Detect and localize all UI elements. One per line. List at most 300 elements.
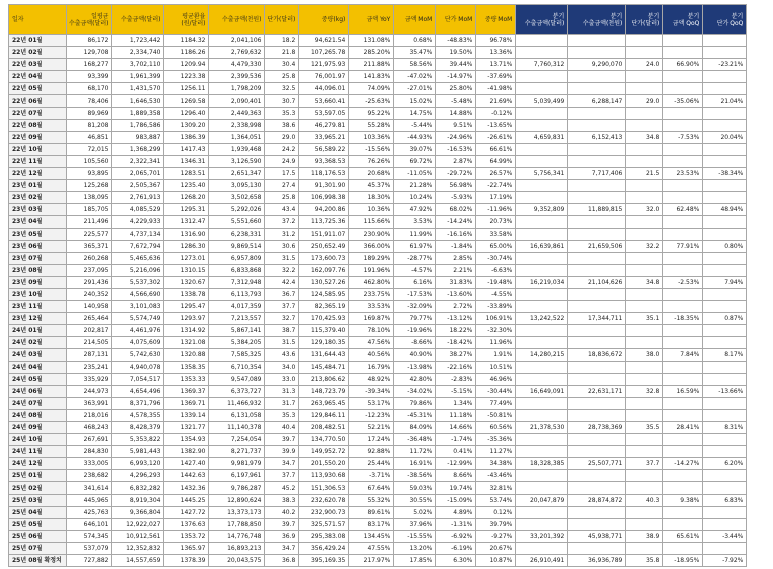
value-cell: -14.24%: [436, 216, 476, 228]
quarter-cell: [663, 180, 703, 192]
value-cell: 16.91%: [394, 458, 436, 470]
value-cell: 6,710,354: [209, 361, 265, 373]
value-cell: 202,817: [67, 325, 112, 337]
quarter-cell: [626, 143, 663, 155]
quarter-cell: 40.3: [626, 494, 663, 506]
table-row: [9, 83, 747, 95]
table-row: [9, 131, 747, 143]
quarter-cell: [663, 192, 703, 204]
value-cell: 646,101: [67, 518, 112, 530]
value-cell: 7,213,557: [209, 313, 265, 325]
table-row: [9, 143, 747, 155]
value-cell: 1427.72: [164, 506, 209, 518]
value-cell: -36.48%: [394, 434, 436, 446]
quarter-cell: [568, 446, 626, 458]
quarter-cell: [703, 216, 747, 228]
value-cell: 140,958: [67, 301, 112, 313]
value-cell: 9.51%: [436, 119, 476, 131]
table-row: [9, 107, 747, 119]
value-cell: 31.2: [265, 228, 299, 240]
value-cell: 94,200.86: [299, 204, 349, 216]
value-cell: 1286.30: [164, 240, 209, 252]
value-cell: -41.98%: [476, 83, 516, 95]
table-row: [9, 518, 747, 530]
quarter-cell: 37.7: [626, 458, 663, 470]
table-row: [9, 349, 747, 361]
value-cell: 64.99%: [476, 155, 516, 167]
value-cell: 25.8: [265, 192, 299, 204]
value-cell: 1,798,209: [209, 83, 265, 95]
value-cell: -32.30%: [476, 325, 516, 337]
table-row: [9, 409, 747, 421]
value-cell: -16.16%: [436, 228, 476, 240]
value-cell: 0.12%: [476, 506, 516, 518]
value-cell: 5,384,205: [209, 337, 265, 349]
value-cell: 125,268: [67, 180, 112, 192]
value-cell: -22.74%: [476, 180, 516, 192]
quarter-cell: [568, 83, 626, 95]
value-cell: 15.02%: [394, 95, 436, 107]
value-cell: 4,017,359: [209, 301, 265, 313]
table-row: [9, 119, 747, 131]
value-cell: 244,973: [67, 385, 112, 397]
column-header: 수출금액(달러): [112, 5, 164, 35]
value-cell: 1309.20: [164, 119, 209, 131]
value-cell: 225,577: [67, 228, 112, 240]
value-cell: 341,614: [67, 482, 112, 494]
value-cell: 53.17%: [349, 397, 394, 409]
quarter-cell: [626, 180, 663, 192]
column-header: 일평균 수출금액(달러): [67, 5, 112, 35]
value-cell: 105,560: [67, 155, 112, 167]
value-cell: 115.66%: [349, 216, 394, 228]
table-row: [9, 192, 747, 204]
value-cell: 5,537,302: [112, 276, 164, 288]
value-cell: 33,965.21: [299, 131, 349, 143]
quarter-cell: [568, 71, 626, 83]
quarter-cell: 7,760,312: [516, 59, 568, 71]
value-cell: 96.78%: [476, 35, 516, 47]
value-cell: 1.34%: [436, 397, 476, 409]
quarter-cell: 9.38%: [663, 494, 703, 506]
month-cell: 24년 02월: [9, 337, 67, 349]
value-cell: 1209.94: [164, 59, 209, 71]
value-cell: -19.48%: [476, 276, 516, 288]
value-cell: 77.49%: [476, 397, 516, 409]
month-cell: 25년 03월: [9, 494, 67, 506]
value-cell: 1320.88: [164, 349, 209, 361]
quarter-cell: [516, 373, 568, 385]
quarter-cell: [626, 361, 663, 373]
value-cell: 6,113,793: [209, 288, 265, 300]
quarter-cell: 0.87%: [703, 313, 747, 325]
value-cell: 1295.31: [164, 204, 209, 216]
value-cell: 4,940,078: [112, 361, 164, 373]
value-cell: 48.92%: [349, 373, 394, 385]
value-cell: 1,368,299: [112, 143, 164, 155]
value-cell: 74.09%: [349, 83, 394, 95]
value-cell: 91,301.90: [299, 180, 349, 192]
value-cell: 11,466,932: [209, 397, 265, 409]
table-row: [9, 422, 747, 434]
value-cell: -1.74%: [436, 434, 476, 446]
quarter-cell: 7.84%: [663, 349, 703, 361]
value-cell: 16.79%: [349, 361, 394, 373]
table-row: [9, 506, 747, 518]
quarter-cell: [626, 301, 663, 313]
value-cell: 9,786,287: [209, 482, 265, 494]
quarter-cell: [516, 446, 568, 458]
table-row: [9, 35, 747, 47]
quarter-cell: -13.66%: [703, 385, 747, 397]
value-cell: 33.58%: [476, 228, 516, 240]
value-cell: 69.72%: [394, 155, 436, 167]
quarter-cell: [516, 482, 568, 494]
value-cell: 17.19%: [476, 192, 516, 204]
value-cell: 238,682: [67, 470, 112, 482]
value-cell: 13,373,173: [209, 506, 265, 518]
value-cell: 727,882: [67, 555, 112, 567]
quarter-cell: [663, 325, 703, 337]
value-cell: 45.2: [265, 482, 299, 494]
value-cell: -14.97%: [436, 71, 476, 83]
value-cell: 1314.92: [164, 325, 209, 337]
table-row: [9, 240, 747, 252]
value-cell: 34.7: [265, 542, 299, 554]
quarter-cell: [568, 434, 626, 446]
quarter-cell: [568, 373, 626, 385]
quarter-cell: -14.27%: [663, 458, 703, 470]
quarter-cell: 32.0: [626, 204, 663, 216]
quarter-cell: 13,242,522: [516, 313, 568, 325]
value-cell: 1293.97: [164, 313, 209, 325]
value-cell: 65.00%: [476, 240, 516, 252]
table-row: [9, 313, 747, 325]
value-cell: 1358.35: [164, 361, 209, 373]
quarter-cell: [663, 361, 703, 373]
value-cell: -13.65%: [476, 119, 516, 131]
value-cell: 94,621.54: [299, 35, 349, 47]
month-cell: 25년 01월: [9, 470, 67, 482]
value-cell: 44,096.01: [299, 83, 349, 95]
value-cell: 19.50%: [436, 47, 476, 59]
value-cell: 141.83%: [349, 71, 394, 83]
quarter-cell: [516, 71, 568, 83]
quarter-cell: [516, 434, 568, 446]
value-cell: 5,574,749: [112, 313, 164, 325]
month-cell: 24년 03월: [9, 349, 67, 361]
quarter-cell: -23.21%: [703, 59, 747, 71]
table-row: [9, 47, 747, 59]
month-cell: 24년 12월: [9, 458, 67, 470]
value-cell: 2,041,106: [209, 35, 265, 47]
value-cell: 12,922,027: [112, 518, 164, 530]
value-cell: 1321.77: [164, 422, 209, 434]
quarter-cell: 16,649,091: [516, 385, 568, 397]
value-cell: 11.96%: [476, 337, 516, 349]
value-cell: 1186.26: [164, 47, 209, 59]
table-row: [9, 434, 747, 446]
quarter-cell: [516, 107, 568, 119]
table-row: [9, 228, 747, 240]
month-cell: 24년 09월: [9, 422, 67, 434]
value-cell: 76,001.97: [299, 71, 349, 83]
column-header: 분기 단가(달러): [626, 5, 663, 35]
month-cell: 22년 02월: [9, 47, 67, 59]
value-cell: 1256.11: [164, 83, 209, 95]
table-row: [9, 361, 747, 373]
quarter-cell: [703, 506, 747, 518]
value-cell: 1283.51: [164, 168, 209, 180]
quarter-cell: [516, 143, 568, 155]
quarter-cell: 26,910,491: [516, 555, 568, 567]
quarter-cell: [516, 83, 568, 95]
quarter-cell: 21,378,530: [516, 422, 568, 434]
value-cell: 366.00%: [349, 240, 394, 252]
value-cell: 106.91%: [476, 313, 516, 325]
value-cell: 1223.38: [164, 71, 209, 83]
value-cell: -11.05%: [394, 168, 436, 180]
value-cell: 1445.25: [164, 494, 209, 506]
value-cell: 46,851: [67, 131, 112, 143]
value-cell: -38.56%: [394, 470, 436, 482]
value-cell: 61.97%: [394, 240, 436, 252]
quarter-cell: [663, 506, 703, 518]
quarter-cell: 48.94%: [703, 204, 747, 216]
value-cell: 76.26%: [349, 155, 394, 167]
quarter-cell: 20,047,879: [516, 494, 568, 506]
quarter-cell: 6.20%: [703, 458, 747, 470]
value-cell: 284,830: [67, 446, 112, 458]
value-cell: 10,912,561: [112, 530, 164, 542]
quarter-cell: 9,290,070: [568, 59, 626, 71]
value-cell: 8.66%: [436, 470, 476, 482]
value-cell: 285.20%: [349, 47, 394, 59]
value-cell: 113,930.68: [299, 470, 349, 482]
value-cell: 55.32%: [349, 494, 394, 506]
quarter-cell: [663, 228, 703, 240]
value-cell: 14,557,659: [112, 555, 164, 567]
column-header: 분기 금액 QoQ: [663, 5, 703, 35]
value-cell: 5,742,630: [112, 349, 164, 361]
quarter-cell: [626, 71, 663, 83]
quarter-cell: [516, 155, 568, 167]
value-cell: 3,095,130: [209, 180, 265, 192]
value-cell: 7,054,517: [112, 373, 164, 385]
value-cell: -45.31%: [394, 409, 436, 421]
value-cell: 31.7: [265, 397, 299, 409]
value-cell: 81,208: [67, 119, 112, 131]
value-cell: 2,338,998: [209, 119, 265, 131]
value-cell: 240,352: [67, 288, 112, 300]
quarter-cell: [703, 434, 747, 446]
quarter-cell: [703, 192, 747, 204]
value-cell: 19.74%: [436, 482, 476, 494]
value-cell: 214,505: [67, 337, 112, 349]
quarter-cell: [663, 71, 703, 83]
value-cell: 1353.33: [164, 373, 209, 385]
quarter-cell: 23.53%: [663, 168, 703, 180]
table-row: [9, 555, 747, 567]
value-cell: 13.36%: [476, 47, 516, 59]
value-cell: 1346.31: [164, 155, 209, 167]
value-cell: 124,585.95: [299, 288, 349, 300]
value-cell: 1365.97: [164, 542, 209, 554]
value-cell: -35.36%: [476, 434, 516, 446]
value-cell: 30.55%: [394, 494, 436, 506]
quarter-cell: 16.59%: [663, 385, 703, 397]
value-cell: -4.55%: [476, 288, 516, 300]
value-cell: 46.96%: [476, 373, 516, 385]
month-cell: 25년 02월: [9, 482, 67, 494]
value-cell: 5,292,026: [209, 204, 265, 216]
table-row: [9, 542, 747, 554]
value-cell: 1427.40: [164, 458, 209, 470]
quarter-cell: 18,328,385: [516, 458, 568, 470]
value-cell: 36.8: [265, 555, 299, 567]
quarter-cell: 29.0: [626, 95, 663, 107]
quarter-cell: 21.5: [626, 168, 663, 180]
value-cell: 20.67%: [476, 542, 516, 554]
value-cell: 34.7: [265, 458, 299, 470]
value-cell: 138,095: [67, 192, 112, 204]
quarter-cell: 28,874,872: [568, 494, 626, 506]
value-cell: 118,176.53: [299, 168, 349, 180]
quarter-cell: [516, 518, 568, 530]
value-cell: -0.12%: [476, 107, 516, 119]
value-cell: 1.91%: [476, 349, 516, 361]
value-cell: 2,065,701: [112, 168, 164, 180]
value-cell: 47.92%: [394, 204, 436, 216]
value-cell: 12,890,624: [209, 494, 265, 506]
quarter-cell: -18.35%: [663, 313, 703, 325]
value-cell: 6,197,961: [209, 470, 265, 482]
month-cell: 24년 05월: [9, 373, 67, 385]
quarter-cell: [703, 409, 747, 421]
quarter-cell: [626, 119, 663, 131]
value-cell: 1235.40: [164, 180, 209, 192]
quarter-cell: [626, 216, 663, 228]
value-cell: 213,806.62: [299, 373, 349, 385]
quarter-cell: 34.8: [626, 131, 663, 143]
value-cell: 3,126,590: [209, 155, 265, 167]
quarter-cell: 5,756,341: [516, 168, 568, 180]
value-cell: 35.47%: [394, 47, 436, 59]
quarter-cell: 38.9: [626, 530, 663, 542]
month-cell: 24년 06월: [9, 385, 67, 397]
quarter-cell: [703, 337, 747, 349]
quarter-cell: 4,659,831: [516, 131, 568, 143]
value-cell: 537,079: [67, 542, 112, 554]
value-cell: 1316.90: [164, 228, 209, 240]
quarter-cell: [568, 361, 626, 373]
quarter-cell: 38.0: [626, 349, 663, 361]
value-cell: 5,465,636: [112, 252, 164, 264]
month-cell: 23년 09월: [9, 276, 67, 288]
value-cell: 131.08%: [349, 35, 394, 47]
value-cell: 93,895: [67, 168, 112, 180]
value-cell: -19.96%: [394, 325, 436, 337]
value-cell: 145,484.71: [299, 361, 349, 373]
value-cell: 7,672,794: [112, 240, 164, 252]
quarter-cell: [703, 264, 747, 276]
month-cell: 22년 04월: [9, 71, 67, 83]
quarter-cell: [516, 470, 568, 482]
quarter-cell: [703, 518, 747, 530]
value-cell: 134.45%: [349, 530, 394, 542]
value-cell: -30.74%: [476, 252, 516, 264]
value-cell: 1386.39: [164, 131, 209, 143]
value-cell: 42.4: [265, 276, 299, 288]
value-cell: 38.27%: [436, 349, 476, 361]
column-header: 일자: [9, 5, 67, 35]
quarter-cell: [568, 192, 626, 204]
quarter-cell: [626, 83, 663, 95]
value-cell: -50.81%: [476, 409, 516, 421]
month-cell: 22년 12월: [9, 168, 67, 180]
month-cell: 22년 05월: [9, 83, 67, 95]
value-cell: 3,702,110: [112, 59, 164, 71]
value-cell: 211.88%: [349, 59, 394, 71]
value-cell: 291,436: [67, 276, 112, 288]
quarter-cell: [516, 337, 568, 349]
value-cell: 173,600.73: [299, 252, 349, 264]
value-cell: 30.6: [265, 240, 299, 252]
month-cell: 22년 10월: [9, 143, 67, 155]
value-cell: 11.27%: [476, 446, 516, 458]
value-cell: 0.68%: [394, 35, 436, 47]
quarter-cell: 62.48%: [663, 204, 703, 216]
value-cell: 68.02%: [436, 204, 476, 216]
value-cell: 43.4: [265, 204, 299, 216]
value-cell: 93,399: [67, 71, 112, 83]
quarter-cell: 35.8: [626, 555, 663, 567]
value-cell: 32.81%: [476, 482, 516, 494]
value-cell: 46,279.81: [299, 119, 349, 131]
value-cell: 1369.37: [164, 385, 209, 397]
value-cell: 39.44%: [436, 59, 476, 71]
value-cell: 1268.20: [164, 192, 209, 204]
table-row: [9, 59, 747, 71]
column-header: 중량 MoM: [476, 5, 516, 35]
quarter-cell: [516, 542, 568, 554]
value-cell: 1,939,468: [209, 143, 265, 155]
value-cell: 6.30%: [436, 555, 476, 567]
value-cell: 4,737,134: [112, 228, 164, 240]
value-cell: 4,461,976: [112, 325, 164, 337]
value-cell: 983,887: [112, 131, 164, 143]
quarter-cell: [663, 397, 703, 409]
quarter-cell: [516, 216, 568, 228]
value-cell: 265,464: [67, 313, 112, 325]
value-cell: 250,652.49: [299, 240, 349, 252]
value-cell: -6.92%: [436, 530, 476, 542]
month-cell: 23년 10월: [9, 288, 67, 300]
value-cell: 267,691: [67, 434, 112, 446]
value-cell: 4,479,330: [209, 59, 265, 71]
value-cell: 211,496: [67, 216, 112, 228]
table-row: [9, 470, 747, 482]
quarter-cell: [663, 288, 703, 300]
value-cell: -34.02%: [394, 385, 436, 397]
quarter-cell: [703, 155, 747, 167]
value-cell: 52.21%: [349, 422, 394, 434]
value-cell: 462.80%: [349, 276, 394, 288]
quarter-cell: 16,219,034: [516, 276, 568, 288]
value-cell: 2.87%: [436, 155, 476, 167]
quarter-cell: 35.5: [626, 422, 663, 434]
quarter-cell: [663, 119, 703, 131]
